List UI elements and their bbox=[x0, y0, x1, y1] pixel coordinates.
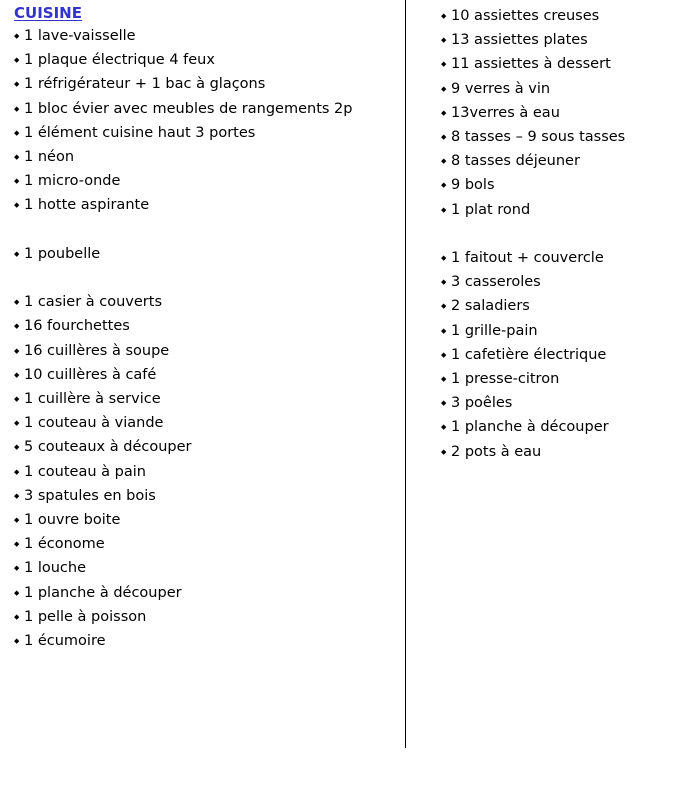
list-item: ◆ 1 écumoire bbox=[14, 629, 405, 653]
list-item: ◆ 1 presse-citron bbox=[441, 367, 698, 391]
right-column bbox=[406, 0, 698, 464]
list-item: ◆ 1 pelle à poisson bbox=[14, 605, 405, 629]
list-item: ◆ 1 hotte aspirante bbox=[14, 193, 405, 217]
list-item: ◆ 1 néon bbox=[14, 145, 405, 169]
list-item: ◆ 5 couteaux à découper bbox=[14, 435, 405, 459]
list-item: ◆ 1 couteau à pain bbox=[14, 460, 405, 484]
list-item: ◆ 1 louche bbox=[14, 556, 405, 580]
list-item: ◆ 1 planche à découper bbox=[14, 581, 405, 605]
list-item: ◆ 13verres à eau bbox=[441, 101, 698, 125]
list-item: ◆ 1 réfrigérateur + 1 bac à glaçons bbox=[14, 72, 405, 96]
list-item: ◆ 3 casseroles bbox=[441, 270, 698, 294]
list-item: ◆ 2 pots à eau bbox=[441, 440, 698, 464]
list-item: ◆ 1 économe bbox=[14, 532, 405, 556]
list-item: ◆ 1 poubelle bbox=[14, 242, 405, 266]
page-title: CUISINE bbox=[14, 4, 82, 22]
list-item: ◆ 13 assiettes plates bbox=[441, 28, 698, 52]
list-item: ◆ 9 verres à vin bbox=[441, 77, 698, 101]
list-item: ◆ 1 plat rond bbox=[441, 198, 698, 222]
list-item: ◆ 9 bols bbox=[441, 173, 698, 197]
list-item: ◆ 2 saladiers bbox=[441, 294, 698, 318]
list-spacer bbox=[441, 222, 698, 246]
list-item: ◆ 1 faitout + couvercle bbox=[441, 246, 698, 270]
list-spacer bbox=[14, 218, 405, 242]
list-item: ◆ 1 micro-onde bbox=[14, 169, 405, 193]
kitchen-inventory-list-left bbox=[14, 24, 405, 653]
list-item: ◆ 10 assiettes creuses bbox=[441, 4, 698, 28]
list-item: ◆ 11 assiettes à dessert bbox=[441, 52, 698, 76]
list-item: ◆ 8 tasses déjeuner bbox=[441, 149, 698, 173]
list-item: ◆ 16 cuillères à soupe bbox=[14, 339, 405, 363]
list-item: ◆ 1 bloc évier avec meubles de rangements 2p bbox=[14, 97, 405, 121]
list-item: ◆ 10 cuillères à café bbox=[14, 363, 405, 387]
list-item: ◆ 3 spatules en bois bbox=[14, 484, 405, 508]
list-item: ◆ 3 poêles bbox=[441, 391, 698, 415]
list-spacer bbox=[14, 266, 405, 290]
list-item: ◆ 1 casier à couverts bbox=[14, 290, 405, 314]
list-item: ◆ 1 élément cuisine haut 3 portes bbox=[14, 121, 405, 145]
list-item: ◆ 1 couteau à viande bbox=[14, 411, 405, 435]
list-item: ◆ 1 plaque électrique 4 feux bbox=[14, 48, 405, 72]
list-item: ◆ 8 tasses – 9 sous tasses bbox=[441, 125, 698, 149]
list-item: ◆ 1 lave-vaisselle bbox=[14, 24, 405, 48]
list-item: ◆ 1 cafetière électrique bbox=[441, 343, 698, 367]
list-item: ◆ 1 grille-pain bbox=[441, 319, 698, 343]
list-item: ◆ 1 cuillère à service bbox=[14, 387, 405, 411]
kitchen-inventory-list-right bbox=[441, 4, 698, 464]
list-item: ◆ 1 planche à découper bbox=[441, 415, 698, 439]
list-item: ◆ 16 fourchettes bbox=[14, 314, 405, 338]
left-column bbox=[0, 0, 405, 653]
list-item: ◆ 1 ouvre boite bbox=[14, 508, 405, 532]
